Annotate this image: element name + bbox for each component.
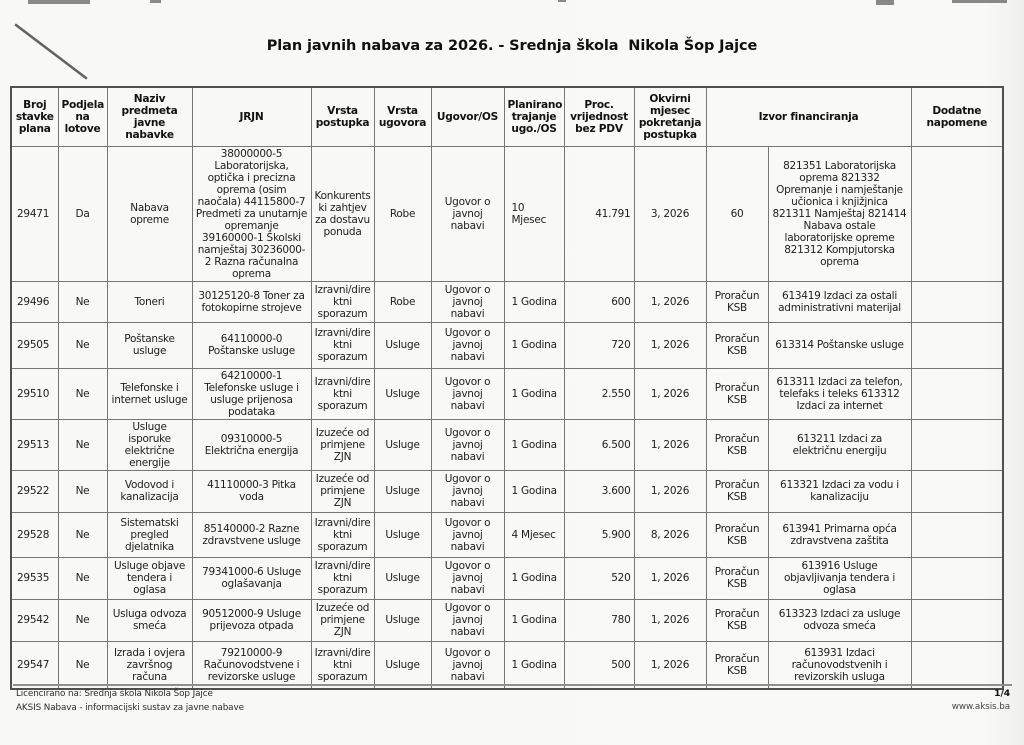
cell-proc-vrijednost: 2.550 [564,368,634,419]
cell-proc-vrijednost: 3.600 [564,470,634,512]
cell-planirano-trajanje: 1 Godina [504,470,564,512]
col-header-podjela-lotove: Podjela na lotove [58,87,107,146]
table-header-row [11,87,1003,146]
cell-planirano-trajanje: 1 Godina [504,641,564,689]
cell-ugovor-os: Ugovor o javnoj nabavi [431,557,504,599]
cell-broj-stavke: 29522 [11,470,58,512]
cell-dodatne-napomene [911,641,1003,689]
col-header-dodatne-napomene: Dodatne napomene [911,87,1003,146]
cell-planirano-trajanje: 1 Godina [504,322,564,368]
cell-naziv-predmeta: Usluge objave tendera i oglasa [107,557,192,599]
cell-okvirni-mjesec: 3, 2026 [634,146,706,281]
cell-jrjn: 64210000-1 Telefonske usluge i usluge prijenosa podataka [192,368,311,419]
cell-izvor-konta: 613211 Izdaci za električnu energiju [768,419,911,470]
cell-ugovor-os: Ugovor o javnoj nabavi [431,281,504,322]
cell-proc-vrijednost: 780 [564,599,634,641]
cell-okvirni-mjesec: 1, 2026 [634,557,706,599]
cell-vrsta-postupka: Izravni/dire ktni sporazum [311,281,374,322]
cell-izvor-konta: 613419 Izdaci za ostali administrativni materijal [768,281,911,322]
cell-dodatne-napomene [911,557,1003,599]
col-header-naziv-predmeta: Naziv predmeta javne nabavke [107,87,192,146]
cell-izvor-konta: 613321 Izdaci za vodu i kanalizaciju [768,470,911,512]
cell-podjela-lotove: Ne [58,470,107,512]
cell-broj-stavke: 29542 [11,599,58,641]
cell-ugovor-os: Ugovor o javnoj nabavi [431,641,504,689]
cell-broj-stavke: 29505 [11,322,58,368]
cell-ugovor-os: Ugovor o javnoj nabavi [431,599,504,641]
cell-vrsta-postupka: Izravni/dire ktni sporazum [311,322,374,368]
cell-ugovor-os: Ugovor o javnoj nabavi [431,419,504,470]
cell-planirano-trajanje: 1 Godina [504,368,564,419]
cell-vrsta-ugovora: Usluge [374,322,431,368]
cell-izvor-naziv: Proračun KSB [706,281,768,322]
cell-izvor-naziv: 60 [706,146,768,281]
cell-jrjn: 30125120-8 Toner za fotokopirne strojeve [192,281,311,322]
col-header-planirano-trajanje: Planirano trajanje ugo./OS [504,87,564,146]
cell-dodatne-napomene [911,512,1003,557]
cell-dodatne-napomene [911,322,1003,368]
cell-izvor-naziv: Proračun KSB [706,419,768,470]
cell-jrjn: 90512000-9 Usluge prijevoza otpada [192,599,311,641]
table-row [11,641,1003,689]
col-header-ugovor-os: Ugovor/OS [431,87,504,146]
cell-planirano-trajanje: 1 Godina [504,557,564,599]
cell-okvirni-mjesec: 1, 2026 [634,470,706,512]
cell-podjela-lotove: Ne [58,599,107,641]
cell-broj-stavke: 29535 [11,557,58,599]
col-header-broj-stavke: Broj stavke plana [11,87,58,146]
table-row [11,419,1003,470]
cell-izvor-naziv: Proračun KSB [706,368,768,419]
cell-dodatne-napomene [911,599,1003,641]
cell-proc-vrijednost: 720 [564,322,634,368]
cell-vrsta-postupka: Izuzeće od primjene ZJN [311,599,374,641]
cell-broj-stavke: 29510 [11,368,58,419]
cell-proc-vrijednost: 41.791 [564,146,634,281]
cell-podjela-lotove: Ne [58,557,107,599]
cell-dodatne-napomene [911,419,1003,470]
table-row [11,368,1003,419]
cell-ugovor-os: Ugovor o javnoj nabavi [431,322,504,368]
cell-podjela-lotove: Ne [58,368,107,419]
table-row [11,599,1003,641]
cell-dodatne-napomene [911,470,1003,512]
cell-planirano-trajanje: 1 Godina [504,599,564,641]
scan-artifact [876,0,894,5]
col-header-proc-vrijednost: Proc. vrijednost bez PDV [564,87,634,146]
col-header-vrsta-ugovora: Vrsta ugovora [374,87,431,146]
cell-dodatne-napomene [911,281,1003,322]
scan-artifact [952,0,1007,3]
cell-okvirni-mjesec: 1, 2026 [634,599,706,641]
cell-vrsta-postupka: Izravni/dire ktni sporazum [311,512,374,557]
cell-ugovor-os: Ugovor o javnoj nabavi [431,368,504,419]
cell-okvirni-mjesec: 8, 2026 [634,512,706,557]
cell-izvor-naziv: Proračun KSB [706,322,768,368]
cell-naziv-predmeta: Telefonske i internet usluge [107,368,192,419]
cell-vrsta-ugovora: Usluge [374,368,431,419]
cell-naziv-predmeta: Izrada i ovjera završnog računa [107,641,192,689]
cell-izvor-konta: 613916 Usluge objavljivanja tendera i oglasa [768,557,911,599]
cell-vrsta-ugovora: Usluge [374,641,431,689]
cell-vrsta-ugovora: Robe [374,281,431,322]
col-header-vrsta-postupka: Vrsta postupka [311,87,374,146]
cell-jrjn: 79210000-9 Računovodstvene i revizorske usluge [192,641,311,689]
cell-vrsta-postupka: Izravni/dire ktni sporazum [311,368,374,419]
cell-vrsta-postupka: Izuzeće od primjene ZJN [311,470,374,512]
cell-izvor-naziv: Proračun KSB [706,641,768,689]
cell-podjela-lotove: Da [58,146,107,281]
col-header-izvor-financiranja: Izvor financiranja [706,87,911,146]
footer-licensed-to: Licencirano na: Srednja škola Nikola Šop Jajce [16,689,213,699]
col-header-okvirni-mjesec: Okvirni mjesec pokretanja postupka [634,87,706,146]
cell-dodatne-napomene [911,368,1003,419]
table-row [11,512,1003,557]
footer-divider [13,684,1012,686]
cell-podjela-lotove: Ne [58,322,107,368]
cell-jrjn: 41110000-3 Pitka voda [192,470,311,512]
cell-naziv-predmeta: Usluge isporuke električne energije [107,419,192,470]
cell-broj-stavke: 29513 [11,419,58,470]
cell-vrsta-ugovora: Usluge [374,599,431,641]
cell-podjela-lotove: Ne [58,512,107,557]
table-row [11,557,1003,599]
cell-planirano-trajanje: 1 Godina [504,281,564,322]
cell-izvor-konta: 613323 Izdaci za usluge odvoza smeća [768,599,911,641]
cell-izvor-naziv: Proračun KSB [706,599,768,641]
cell-izvor-konta: 613931 Izdaci računovodstvenih i revizorskih usluga [768,641,911,689]
cell-vrsta-postupka: Konkurents ki zahtjev za dostavu ponuda [311,146,374,281]
cell-izvor-naziv: Proračun KSB [706,512,768,557]
cell-vrsta-postupka: Izravni/dire ktni sporazum [311,557,374,599]
cell-vrsta-ugovora: Usluge [374,512,431,557]
cell-okvirni-mjesec: 1, 2026 [634,322,706,368]
cell-izvor-konta: 821351 Laboratorijska oprema 821332 Opremanje i namještanje učionica i knjižjnica 821311 Namještaj 821414 Nabava ostale laboratorijske opreme 821312 Kompjutorska oprema [768,146,911,281]
cell-jrjn: 09310000-5 Električna energija [192,419,311,470]
cell-broj-stavke: 29496 [11,281,58,322]
cell-ugovor-os: Ugovor o javnoj nabavi [431,470,504,512]
cell-naziv-predmeta: Toneri [107,281,192,322]
cell-jrjn: 38000000-5 Laboratorijska, optička i precizna oprema (osim naočala) 44115800-7 Predmeti za unutarnje opremanje 39160000-1 Školski namještaj 30236000-2 Razna računalna oprema [192,146,311,281]
col-header-jrjn: JRJN [192,87,311,146]
table-row [11,322,1003,368]
cell-podjela-lotove: Ne [58,419,107,470]
scan-artifact [558,0,566,2]
table-row [11,470,1003,512]
cell-vrsta-ugovora: Usluge [374,557,431,599]
footer-system-name: AKSIS Nabava - informacijski sustav za javne nabave [16,703,244,713]
cell-okvirni-mjesec: 1, 2026 [634,641,706,689]
cell-vrsta-postupka: Izuzeće od primjene ZJN [311,419,374,470]
cell-vrsta-postupka: Izravni/dire ktni sporazum [311,641,374,689]
table-row [11,281,1003,322]
cell-broj-stavke: 29547 [11,641,58,689]
footer-website: www.aksis.ba [951,702,1010,712]
cell-planirano-trajanje: 4 Mjesec [504,512,564,557]
cell-okvirni-mjesec: 1, 2026 [634,419,706,470]
cell-proc-vrijednost: 500 [564,641,634,689]
cell-planirano-trajanje: 10 Mjesec [504,146,564,281]
cell-vrsta-ugovora: Robe [374,146,431,281]
scan-artifact [28,0,90,4]
cell-planirano-trajanje: 1 Godina [504,419,564,470]
footer-page-number: 1/4 [994,688,1010,699]
cell-proc-vrijednost: 600 [564,281,634,322]
cell-jrjn: 64110000-0 Poštanske usluge [192,322,311,368]
cell-izvor-konta: 613941 Primarna opća zdravstvena zaštita [768,512,911,557]
cell-ugovor-os: Ugovor o javnoj nabavi [431,146,504,281]
cell-izvor-naziv: Proračun KSB [706,557,768,599]
cell-izvor-konta: 613314 Poštanske usluge [768,322,911,368]
cell-broj-stavke: 29471 [11,146,58,281]
cell-broj-stavke: 29528 [11,512,58,557]
cell-ugovor-os: Ugovor o javnoj nabavi [431,512,504,557]
cell-naziv-predmeta: Sistematski pregled djelatnika [107,512,192,557]
cell-proc-vrijednost: 5.900 [564,512,634,557]
cell-proc-vrijednost: 520 [564,557,634,599]
cell-podjela-lotove: Ne [58,281,107,322]
procurement-plan-table [10,86,1004,690]
cell-izvor-konta: 613311 Izdaci za telefon, telefaks i teleks 613312 Izdaci za internet [768,368,911,419]
scan-artifact [150,0,161,3]
cell-proc-vrijednost: 6.500 [564,419,634,470]
cell-vrsta-ugovora: Usluge [374,419,431,470]
cell-dodatne-napomene [911,146,1003,281]
document-title: Plan javnih nabava za 2026. - Srednja škola Nikola Šop Jajce [266,38,758,54]
cell-naziv-predmeta: Nabava opreme [107,146,192,281]
table-row [11,146,1003,281]
cell-okvirni-mjesec: 1, 2026 [634,281,706,322]
cell-jrjn: 79341000-6 Usluge oglašavanja [192,557,311,599]
cell-okvirni-mjesec: 1, 2026 [634,368,706,419]
cell-naziv-predmeta: Vodovod i kanalizacija [107,470,192,512]
cell-jrjn: 85140000-2 Razne zdravstvene usluge [192,512,311,557]
cell-naziv-predmeta: Poštanske usluge [107,322,192,368]
cell-naziv-predmeta: Usluga odvoza smeća [107,599,192,641]
cell-podjela-lotove: Ne [58,641,107,689]
cell-izvor-naziv: Proračun KSB [706,470,768,512]
cell-vrsta-ugovora: Usluge [374,470,431,512]
